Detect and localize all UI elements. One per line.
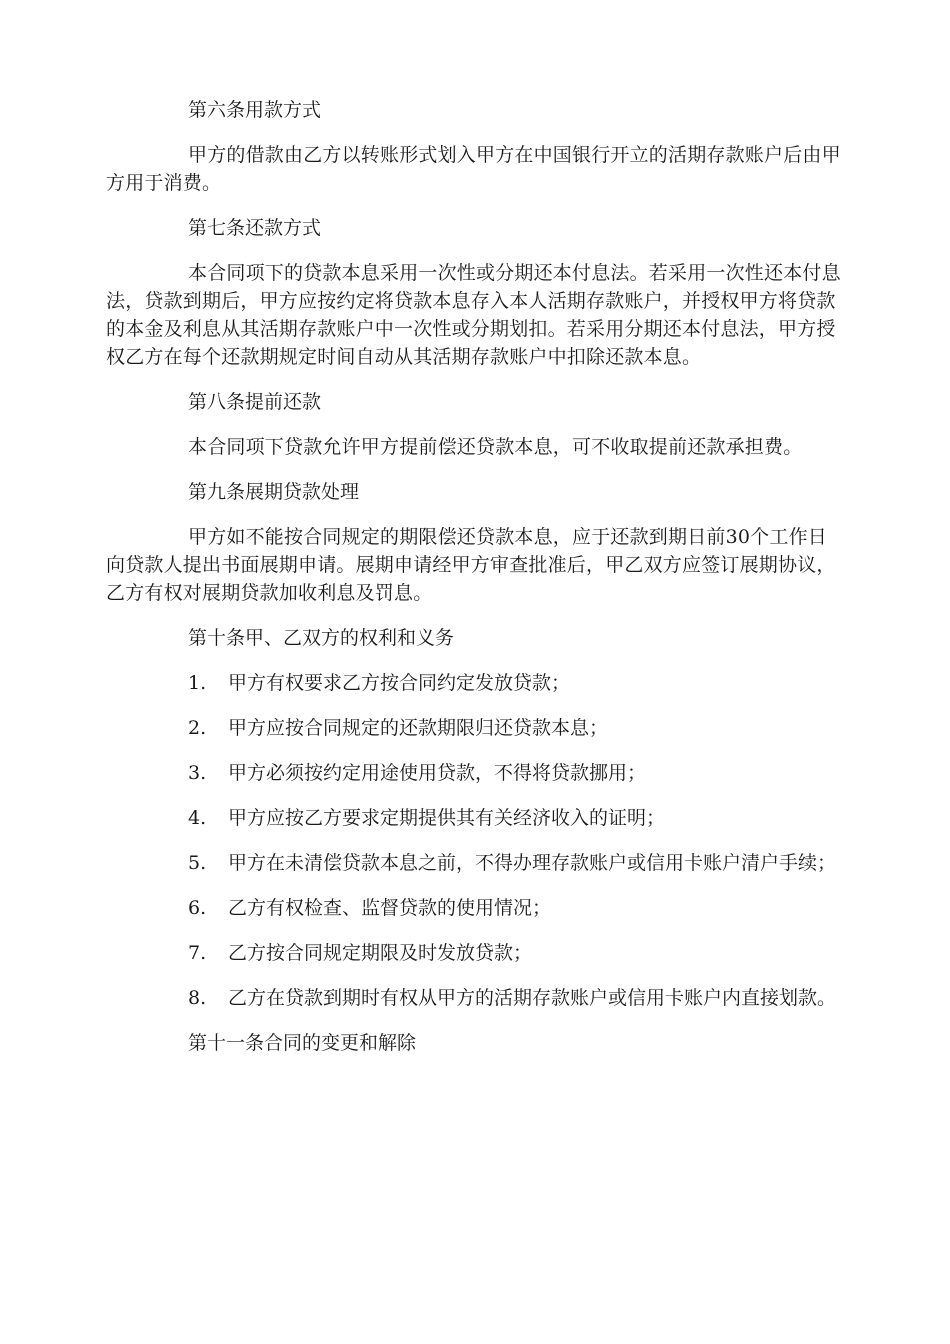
article-6-body: 甲方的借款由乙方以转账形式划入甲方在中国银行开立的活期存款账户后由甲方用于消费。	[106, 144, 841, 194]
list-item-number: 4.	[188, 807, 207, 829]
list-item-text: 乙方在贷款到期时有权从甲方的活期存款账户或信用卡账户内直接划款。	[228, 987, 837, 1009]
list-item	[106, 804, 846, 832]
list-item-number: 6.	[188, 897, 207, 919]
list-item-text: 乙方按合同规定期限及时发放贷款；	[228, 942, 533, 964]
list-item-number: 1.	[188, 672, 207, 694]
list-item	[106, 759, 846, 787]
list-item-text: 甲方必须按约定用途使用贷款，不得将贷款挪用；	[228, 762, 647, 784]
list-item	[106, 714, 846, 742]
article-10-title: 第十条甲、乙双方的权利和义务	[188, 627, 455, 649]
list-item	[106, 939, 846, 967]
article-9-body: 甲方如不能按合同规定的期限偿还贷款本息，应于还款到期日前30个工作日向贷款人提出书面展期申请。展期申请经甲方审查批准后，甲乙双方应签订展期协议，乙方有权对展期贷款加收利息及罚息。	[106, 526, 836, 604]
list-item-text: 甲方在未清偿贷款本息之前，不得办理存款账户或信用卡账户清户手续；	[228, 852, 837, 874]
list-item	[106, 984, 846, 1012]
document-page	[106, 96, 846, 1057]
list-item	[106, 894, 846, 922]
list-item-number: 7.	[188, 942, 207, 964]
article-8-title: 第八条提前还款	[188, 391, 322, 413]
list-item-number: 3.	[188, 762, 207, 784]
list-item-text: 甲方应按乙方要求定期提供其有关经济收入的证明；	[228, 807, 666, 829]
article-9-title: 第九条展期贷款处理	[188, 481, 360, 503]
article-11-title: 第十一条合同的变更和解除	[188, 1032, 417, 1054]
article-6-title: 第六条用款方式	[188, 99, 322, 121]
article-7-title: 第七条还款方式	[188, 217, 322, 239]
list-item-number: 5.	[188, 852, 207, 874]
list-item-text: 甲方应按合同规定的还款期限归还贷款本息；	[228, 717, 609, 739]
article-7-body: 本合同项下的贷款本息采用一次性或分期还本付息法。若采用一次性还本付息法，贷款到期后，甲方应按约定将贷款本息存入本人活期存款账户，并授权甲方将贷款的本金及利息从其活期存款账户中一次性或分期划扣。若采用分期还本付息法，甲方授权乙方在每个还款期规定时间自动从其活期存款账户中扣除还款本息。	[106, 262, 841, 368]
article-8-body: 本合同项下贷款允许甲方提前偿还贷款本息，可不收取提前还款承担费。	[188, 436, 803, 458]
list-item-text: 乙方有权检查、监督贷款的使用情况；	[228, 897, 552, 919]
list-item-number: 2.	[188, 717, 207, 739]
list-item-text: 甲方有权要求乙方按合同约定发放贷款；	[228, 672, 571, 694]
list-item	[106, 849, 846, 877]
list-item-number: 8.	[188, 987, 207, 1009]
list-item	[106, 669, 846, 697]
